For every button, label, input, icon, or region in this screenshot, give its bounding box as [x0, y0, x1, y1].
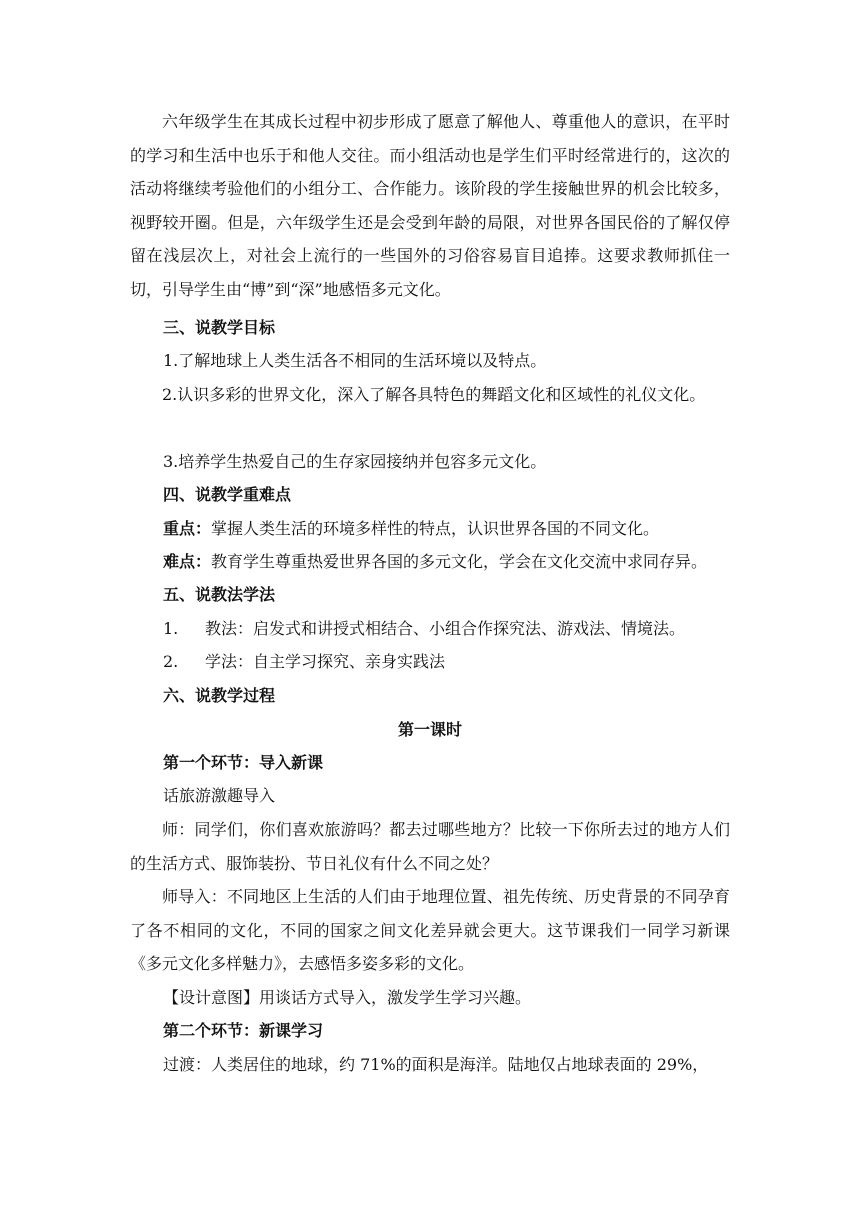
difficult-point-label: 难点： [163, 552, 212, 571]
teacher-question-paragraph: 师：同学们，你们喜欢旅游吗？都去过哪些地方？比较一下你所去过的地方人们的生活方式、服饰装扮、节日礼仪有什么不同之处？ [130, 820, 730, 873]
difficult-point-text: 教育学生尊重热爱世界各国的多元文化，学会在文化交流中求同存异。 [211, 552, 708, 571]
goal-item-1: 1.了解地球上人类生活各不相同的生活环境以及特点。 [163, 351, 547, 370]
design-intent: 【设计意图】用谈话方式导入，激发学生学习兴趣。 [163, 988, 532, 1007]
method-item-1 [163, 612, 685, 646]
step-1-heading: 第一个环节：导入新课 [163, 753, 324, 772]
heading-key-difficult-points: 四、说教学重难点 [163, 485, 292, 504]
goal-item-3: 3.培养学生热爱自己的生存家园接纳并包容多元文化。 [163, 452, 547, 471]
goal-item-2: 2.认识多彩的世界文化，深入了解各具特色的舞蹈文化和区域性的礼仪文化。 [162, 385, 706, 404]
method-item-2-number: 2. [163, 652, 179, 671]
transition-text: 过渡：人类居住的地球，约 71%的面积是海洋。陆地仅占地球表面的 29%， [163, 1055, 709, 1074]
teacher-intro-paragraph: 师导入：不同地区上生活的人们由于地理位置、祖先传统、历史背景的不同孕育了各不相同的文化，不同的国家之间文化差异就会更大。这节课我们一同学习新课《多元文化多样魅力》，去感悟多姿多彩的文化。 [130, 887, 730, 973]
student-analysis-paragraph: 六年级学生在其成长过程中初步形成了愿意了解他人、尊重他人的意识，在平时的学习和生活中也乐于和他人交往。而小组活动也是学生们平时经常进行的，这次的活动将继续考验他们的小组分工、合作能力。该阶段的学生接触世界的机会比较多，视野较开圈。但是，六年级学生还是会受到年龄的局限，对世界各国民俗的了解仅停留在浅层次上，对社会上流行的一些国外的习俗容易盲目追捧。这要求教师抓住一切，引导学生由“博”到“深”地感悟多元文化。 [130, 112, 730, 299]
step-2-heading: 第二个环节：新课学习 [163, 1021, 324, 1040]
key-point-label: 重点： [163, 519, 212, 538]
heading-teaching-goals: 三、说教学目标 [163, 318, 276, 337]
key-point [163, 512, 659, 546]
method-item-2 [163, 645, 445, 679]
method-item-2-text: 学法：自主学习探究、亲身实践法 [205, 652, 446, 671]
key-point-text: 掌握人类生活的环境多样性的特点，认识世界各国的不同文化。 [211, 519, 660, 538]
lesson-title: 第一课时 [397, 720, 462, 739]
heading-teaching-process: 六、说教学过程 [163, 686, 276, 705]
method-item-1-number: 1. [163, 619, 179, 638]
step-1-subtitle: 话旅游激趣导入 [163, 786, 276, 805]
method-item-1-text: 教法：启发式和讲授式相结合、小组合作探究法、游戏法、情境法。 [205, 619, 686, 638]
difficult-point [163, 545, 707, 579]
heading-methods: 五、说教法学法 [163, 585, 276, 604]
